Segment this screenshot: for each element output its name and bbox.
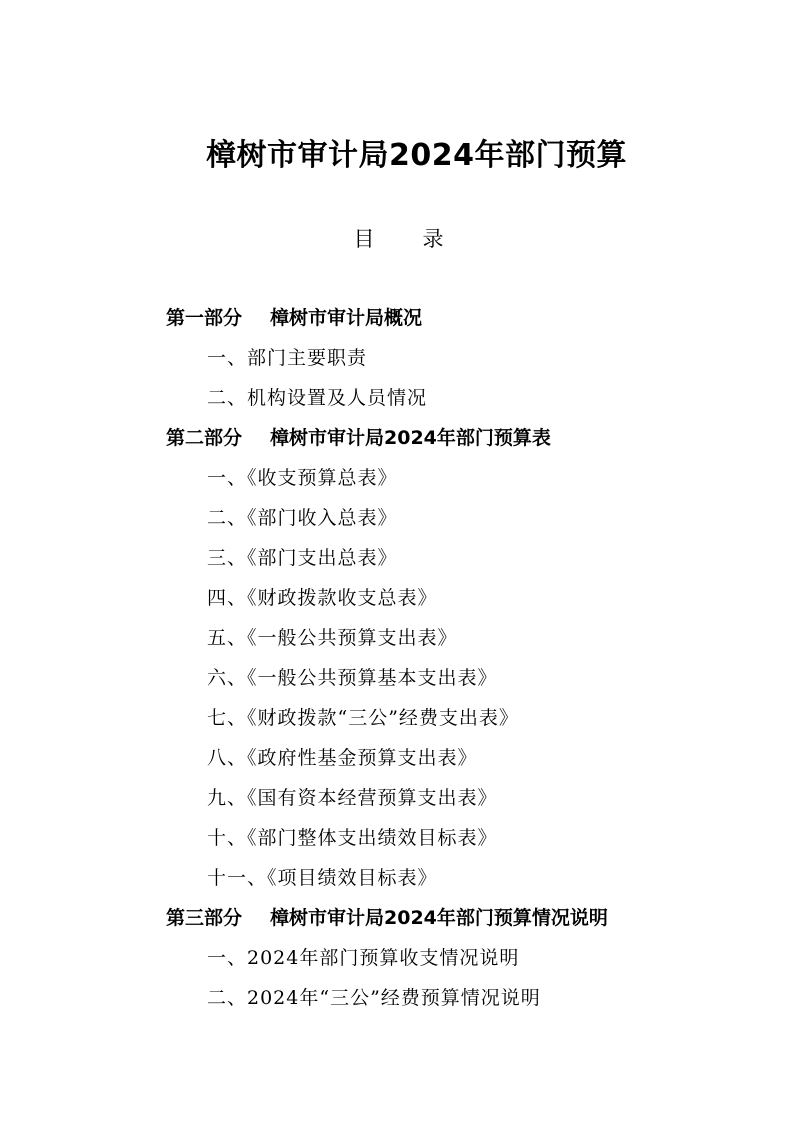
toc-item: 一、《收支预算总表》: [207, 467, 398, 489]
toc-heading-char-2: 录: [422, 227, 444, 251]
toc-heading-char-1: 目: [353, 227, 375, 251]
toc-item: 九、《国有资本经营预算支出表》: [207, 787, 498, 809]
document-title: 樟树市审计局2024年部门预算: [206, 138, 627, 173]
toc-item: 八、《政府性基金预算支出表》: [207, 747, 478, 769]
toc-item: 十一、《项目绩效目标表》: [207, 867, 438, 889]
toc-part-3: [0, 898, 793, 938]
toc-item: 三、《部门支出总表》: [207, 547, 398, 569]
toc-item: 五、《一般公共预算支出表》: [207, 627, 458, 649]
toc-part-1: [0, 298, 793, 338]
toc-item: 二、《部门收入总表》: [207, 507, 398, 529]
toc-item: 一、2024年部门预算收支情况说明: [207, 947, 520, 969]
toc-item: 四、《财政拨款收支总表》: [207, 587, 438, 609]
part-label: 第二部分: [166, 427, 243, 449]
part-title: 樟树市审计局概况: [270, 307, 423, 329]
toc-item: 二、2024年“三公”经费预算情况说明: [207, 987, 541, 1009]
part-title: 樟树市审计局2024年部门预算表: [270, 427, 551, 449]
toc-item: 一、部门主要职责: [207, 347, 368, 369]
toc-item: 六、《一般公共预算基本支出表》: [207, 667, 498, 689]
toc-item: 二、机构设置及人员情况: [207, 387, 428, 409]
toc-heading: [0, 224, 793, 254]
part-label: 第三部分: [166, 907, 243, 929]
part-title: 樟树市审计局2024年部门预算情况说明: [270, 907, 608, 929]
toc-item: 七、《财政拨款“三公”经费支出表》: [207, 707, 519, 729]
table-of-contents: [0, 298, 793, 1018]
toc-item: 十、《部门整体支出绩效目标表》: [207, 827, 498, 849]
part-label: 第一部分: [166, 307, 243, 329]
toc-part-2: [0, 418, 793, 458]
